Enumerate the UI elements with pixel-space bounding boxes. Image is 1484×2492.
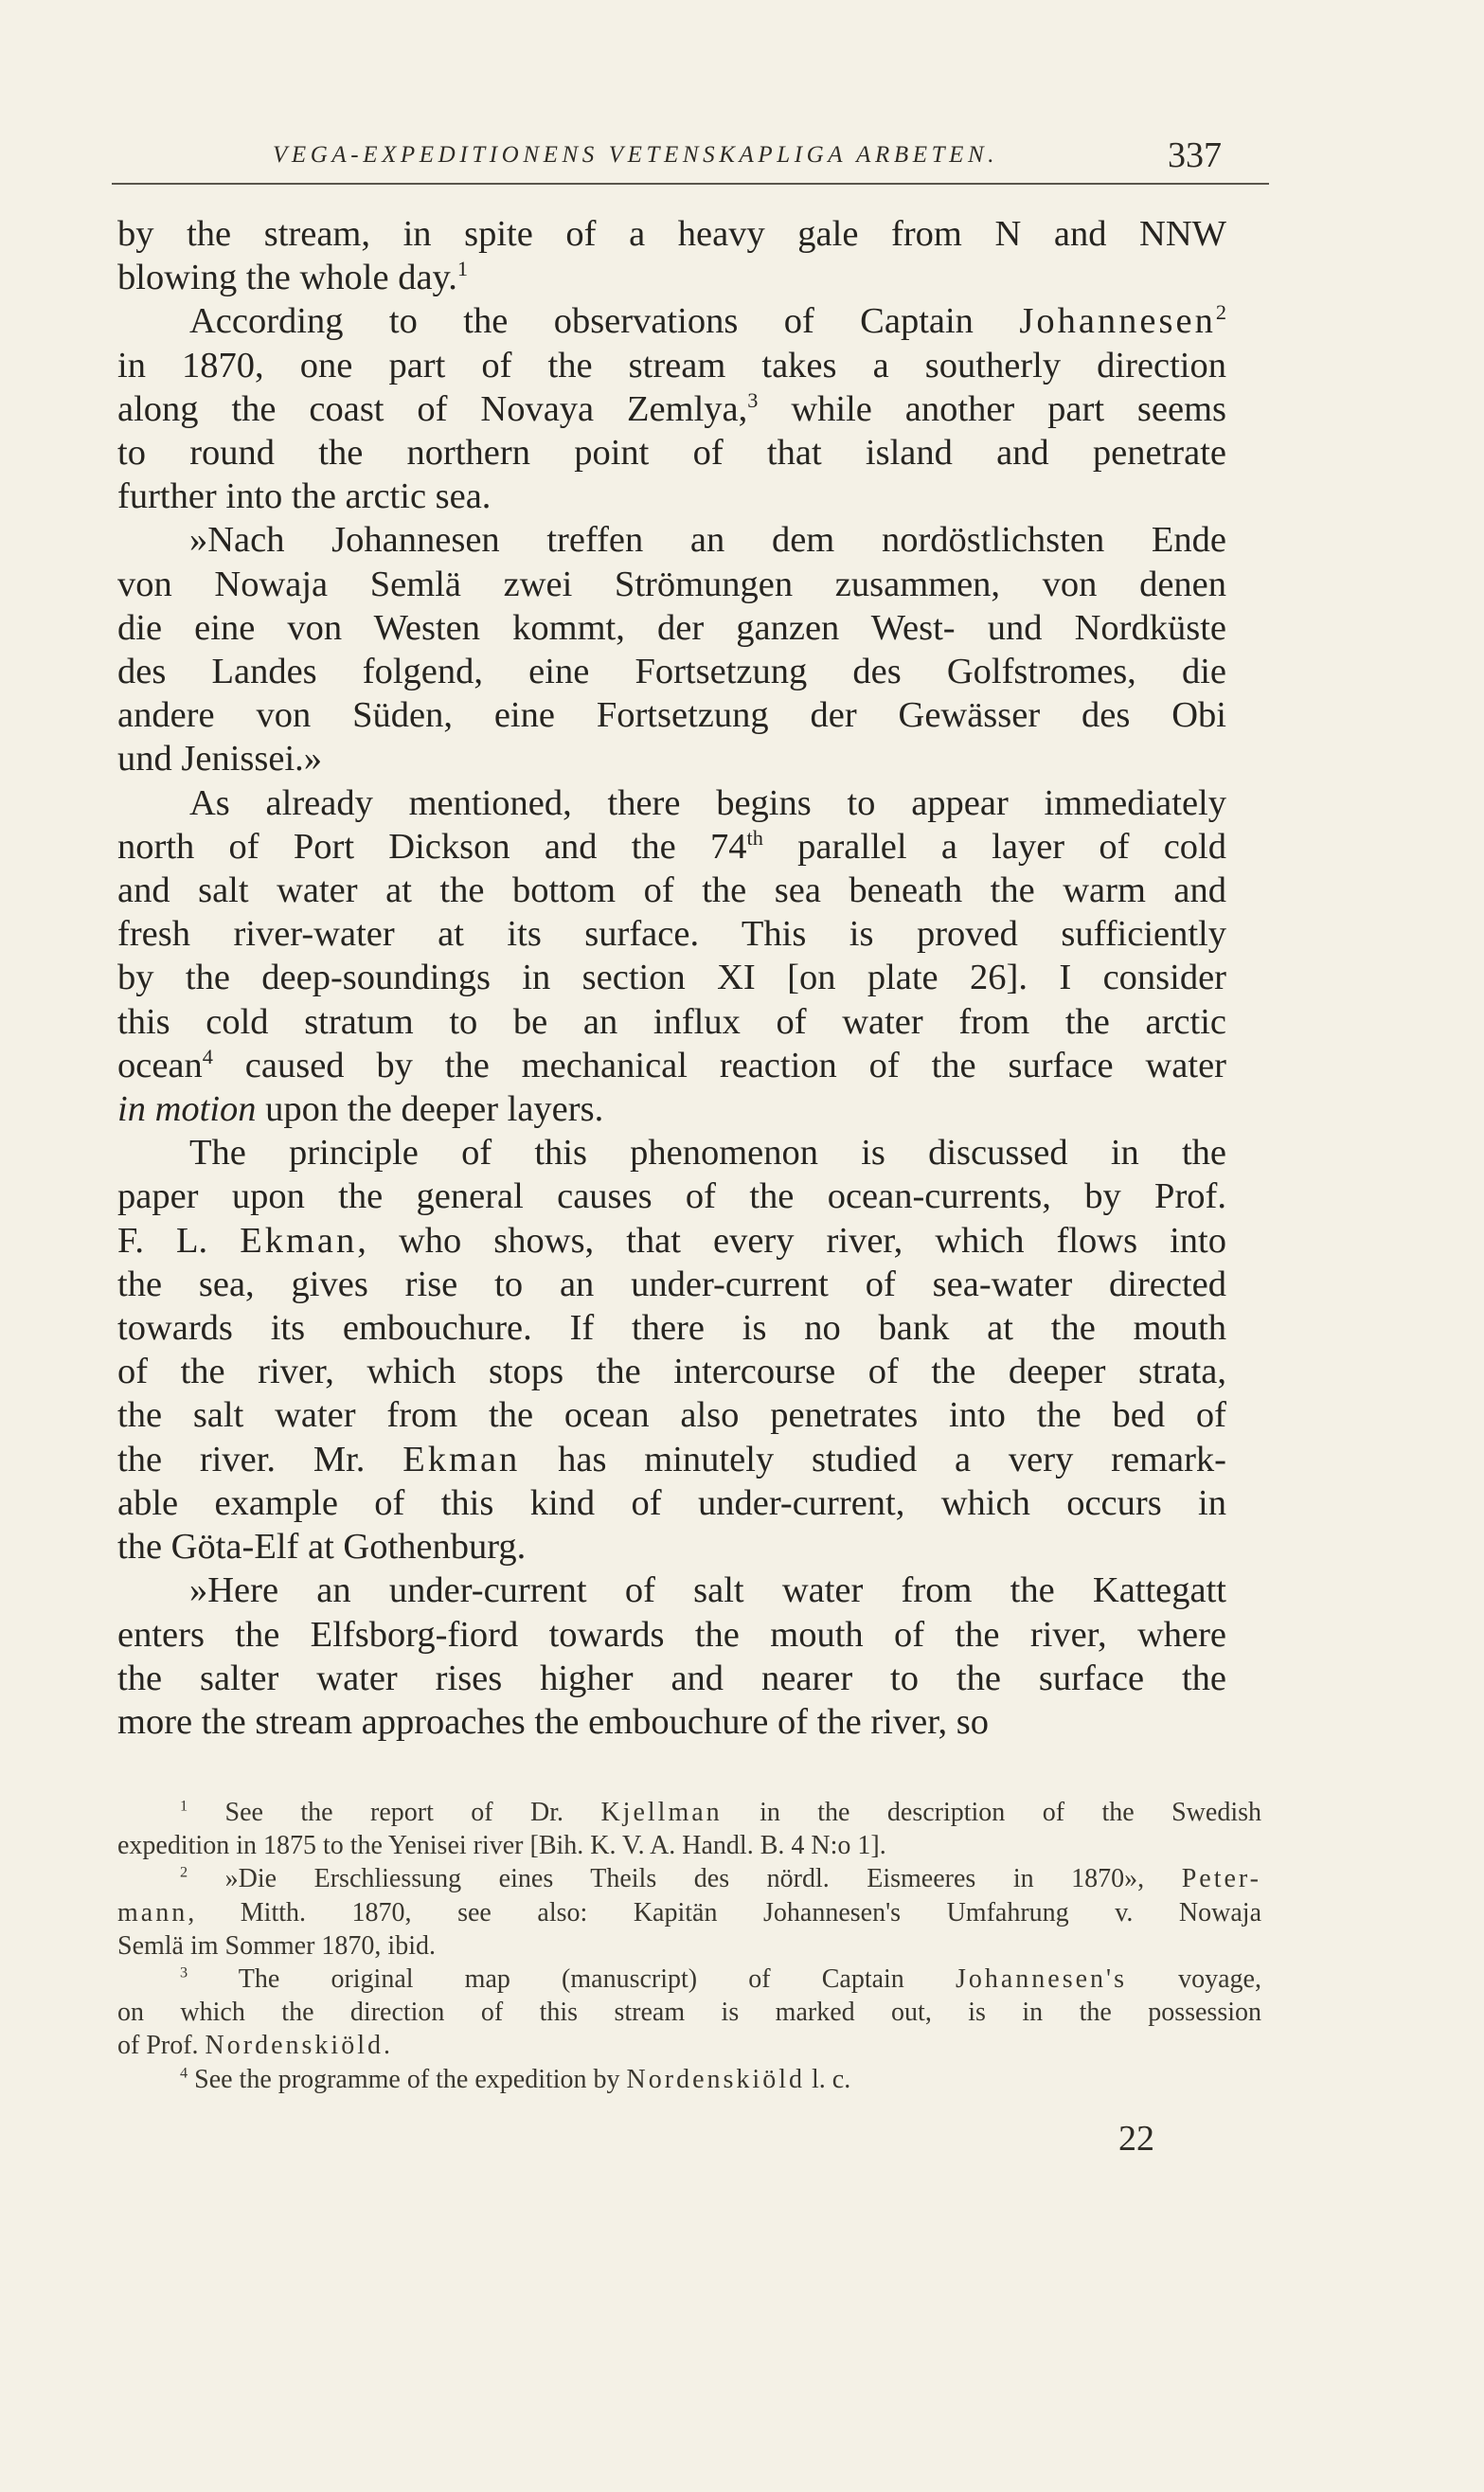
text-line (117, 1613, 1226, 1657)
text-line (117, 518, 1226, 562)
line-text: and salt water at the bottom of the sea beneath the warm and (117, 870, 1226, 911)
footnote-number: 2 (180, 1864, 188, 1882)
text-line (117, 1306, 1226, 1350)
line-text: enters the Elfsborg-fiord towards the mouth of the river, where (117, 1614, 1226, 1655)
line-text: According to the observations of Captain (189, 301, 1020, 342)
spaced-name: Ekman (402, 1439, 521, 1479)
footnote-line (117, 1796, 1261, 1829)
page-number: 337 (1168, 135, 1222, 175)
line-text-tail: caused by the mechanical reaction of the surface water (212, 1045, 1226, 1085)
text-line (117, 781, 1226, 825)
spaced-name: Ekman (240, 1220, 358, 1261)
line-text: by the stream, in spite of a heavy gale from N and NNW (117, 214, 1226, 254)
text-line (117, 387, 1226, 431)
text-line (117, 1481, 1226, 1525)
footnote-marker: th (746, 826, 763, 851)
text-line (117, 650, 1226, 693)
text-line (117, 1350, 1226, 1393)
line-text-tail: while another part seems (758, 388, 1226, 429)
line-text: As already mentioned, there begins to appear immediately (189, 782, 1226, 823)
signature-mark: 22 (1118, 2119, 1154, 2159)
line-text: towards its embouchure. If there is no bank at the mouth (117, 1308, 1226, 1349)
spaced-name: Kjellman (600, 1798, 723, 1827)
footnote-number: 3 (180, 1963, 188, 1981)
footnote-text: Semlä im Sommer 1870, ibid. (117, 1930, 436, 1961)
text-line (117, 737, 1226, 780)
footnote-text-tail: . (383, 2031, 390, 2061)
footnote-line (117, 2029, 1261, 2062)
line-text: des Landes folgend, eine Fortsetzung des Golfstromes, die (117, 652, 1226, 692)
footnote-marker: 3 (747, 387, 759, 412)
line-text: of the river, which stops the intercourse of the deeper strata, (117, 1352, 1226, 1392)
spaced-name: Nordenskiöld (205, 2031, 384, 2061)
line-text: paper upon the general causes of the ocean-currents, by Prof. (117, 1176, 1226, 1217)
spaced-name: Johannesen (1019, 301, 1216, 342)
line-text-tail: parallel a layer of cold (762, 826, 1226, 867)
text-line (117, 1131, 1226, 1174)
line-text: by the deep-soundings in section XI [on plate 26]. I consider (117, 958, 1226, 998)
footnote-number: 4 (180, 2064, 188, 2082)
text-line (117, 344, 1226, 387)
line-text: »Nach Johannesen treffen an dem nordöstlichsten Ende (189, 520, 1226, 561)
text-line (117, 1174, 1226, 1218)
text-line (117, 1657, 1226, 1700)
footnote-marker: 1 (456, 257, 469, 281)
body-text (117, 212, 1226, 1744)
line-text: the sea, gives rise to an under-current of sea-water directed (117, 1264, 1226, 1304)
header-rule (112, 183, 1269, 185)
footnote-line (117, 1929, 1261, 1963)
text-line (117, 1044, 1226, 1087)
text-line (117, 956, 1226, 999)
line-text: die eine von Westen kommt, der ganzen West- und Nordküste (117, 607, 1226, 648)
text-line (117, 825, 1226, 869)
footnote-text-tail: , Mitth. 1870, see also: Kapitän Johannesen's Umfahrung v. Nowaja (188, 1897, 1261, 1927)
text-line (117, 1219, 1226, 1263)
italic-text: in motion (117, 1089, 257, 1130)
line-text: more the stream approaches the embouchure of the river, so (117, 1701, 989, 1742)
footnote-text: See the report of Dr. (188, 1798, 601, 1827)
line-text-tail: , who shows, that every river, which flows into (357, 1220, 1226, 1261)
text-line (117, 563, 1226, 606)
running-title: VEGA-EXPEDITIONENS VETENSKAPLIGA ARBETEN. (273, 142, 999, 168)
line-text: further into the arctic sea. (117, 476, 492, 517)
text-line (117, 212, 1226, 256)
text-line (117, 606, 1226, 650)
footnote-text: on which the direction of this stream is marked out, is in the possession (117, 1998, 1261, 2028)
spaced-name: mann (117, 1897, 188, 1927)
line-text: able example of this kind of under-current, which occurs in (117, 1482, 1226, 1523)
line-text: fresh river-water at its surface. This is proved sufficiently (117, 914, 1226, 955)
text-line (117, 912, 1226, 956)
footnotes (117, 1796, 1261, 2096)
footnote-line (117, 1862, 1261, 1895)
line-text: andere von Süden, eine Fortsetzung der Gewässer des Obi (117, 695, 1226, 736)
line-text-tail: has minutely studied a very remark- (520, 1439, 1226, 1479)
text-line (117, 1087, 1226, 1131)
line-text: this cold stratum to be an influx of water from the arctic (117, 1001, 1226, 1042)
text-line (117, 869, 1226, 912)
line-text: to round the northern point of that island and penetrate (117, 433, 1226, 474)
line-text: ocean (117, 1045, 203, 1085)
line-text: the Göta-Elf at Gothenburg. (117, 1527, 527, 1568)
text-line (117, 1000, 1226, 1044)
spaced-name: Peter- (1181, 1864, 1261, 1894)
footnote-text-tail: voyage, (1126, 1964, 1261, 1995)
text-line (117, 1263, 1226, 1306)
text-line (117, 1569, 1226, 1612)
footnote-text: See the programme of the expedition by (188, 2064, 627, 2094)
line-text: north of Port Dickson and the 74 (117, 826, 747, 867)
line-text: blowing the whole day. (117, 258, 457, 298)
footnote-text: expedition in 1875 to the Yenisei river [Bih. K. V. A. Handl. B. 4 N:o 1]. (117, 1831, 886, 1861)
line-text: und Jenissei.» (117, 739, 323, 780)
text-line (117, 1700, 1226, 1744)
footnote-line (117, 1896, 1261, 1929)
page-header (273, 135, 1222, 180)
line-text: along the coast of Novaya Zemlya, (117, 388, 748, 429)
footnote-text: of Prof. (117, 2031, 206, 2061)
spaced-name: Nordenskiöld (626, 2064, 805, 2094)
line-text: The principle of this phenomenon is discussed in the (189, 1133, 1226, 1174)
line-text-tail: upon the deeper layers. (256, 1089, 604, 1130)
line-text: the salter water rises higher and nearer to the surface the (117, 1658, 1226, 1698)
line-text: F. L. (117, 1220, 241, 1261)
text-line (117, 256, 1226, 299)
spaced-name: Johannesen's (955, 1964, 1127, 1995)
line-text: von Nowaja Semlä zwei Strömungen zusammen, von denen (117, 564, 1226, 604)
text-line (117, 693, 1226, 737)
footnote-text-tail: l. c. (804, 2064, 851, 2094)
footnote-line (117, 2063, 1261, 2096)
footnote-line (117, 1996, 1261, 2029)
text-line (117, 431, 1226, 475)
text-line (117, 1393, 1226, 1437)
text-line (117, 299, 1226, 343)
footnote-line (117, 1829, 1261, 1862)
line-text: the salt water from the ocean also penetrates into the bed of (117, 1395, 1226, 1436)
footnote-marker: 2 (1215, 300, 1226, 325)
line-text: the river. Mr. (117, 1439, 403, 1479)
text-line (117, 1438, 1226, 1481)
text-line (117, 1525, 1226, 1569)
footnote-text: The original map (manuscript) of Captain (188, 1964, 956, 1995)
footnote-marker: 4 (202, 1045, 213, 1069)
line-text: in 1870, one part of the stream takes a southerly direction (117, 345, 1226, 385)
line-text: »Here an under-current of salt water from the Kattegatt (189, 1570, 1226, 1611)
footnote-text-tail: in the description of the Swedish (722, 1798, 1261, 1827)
footnote-line (117, 1963, 1261, 1996)
footnote-number: 1 (180, 1797, 188, 1815)
footnote-text: »Die Erschliessung eines Theils des nördl. Eismeeres in 1870», (188, 1864, 1182, 1894)
text-line (117, 475, 1226, 518)
